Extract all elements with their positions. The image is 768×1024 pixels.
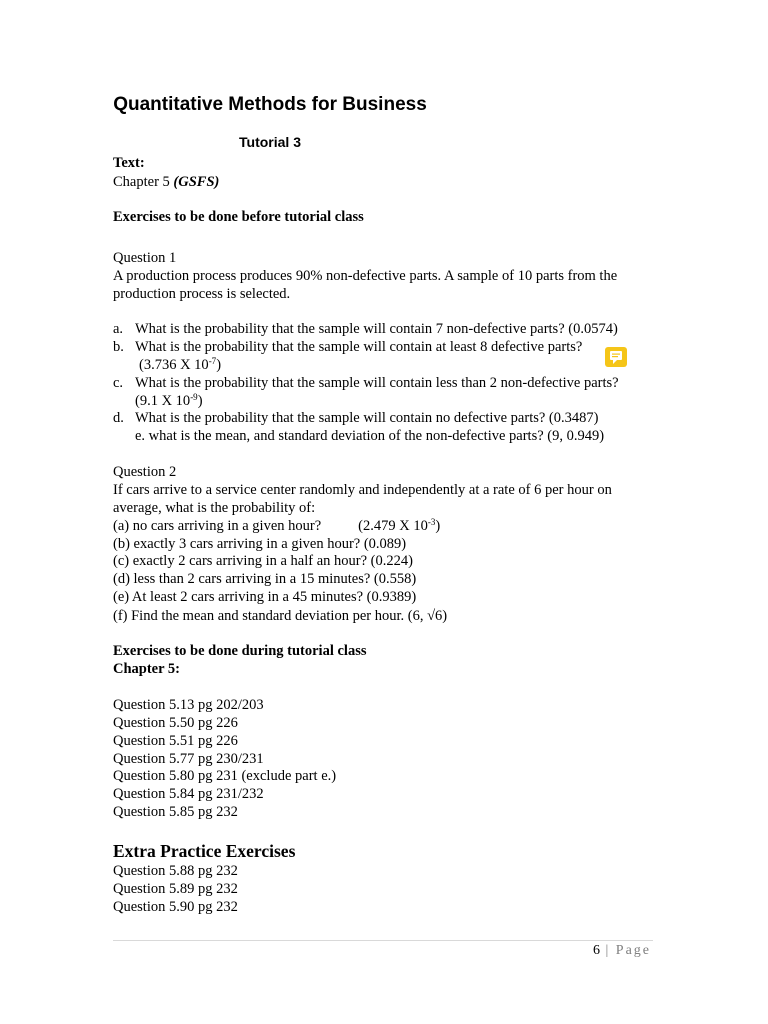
page-number: 6 (592, 943, 600, 958)
extra-question: Question 5.88 pg 232 (113, 863, 238, 879)
comment-icon[interactable] (605, 347, 627, 367)
q2-title: Question 2 (113, 464, 177, 480)
chapter-prefix: Chapter 5 (113, 174, 174, 190)
q1-item-d-text: What is the probability that the sample will contain no defective parts? (0.3487) (135, 410, 599, 426)
q1-item-c-text: What is the probability that the sample will contain less than 2 non-defective parts? (135, 375, 619, 391)
page-separator: | (599, 943, 616, 958)
q1-item-c-answer: (9.1 X $10^{-9}$) (135, 392, 203, 409)
q2-body-line1: If cars arrive to a service center randomly and independently at a rate of 6 per hour on (113, 482, 612, 498)
q2-item-d: (d) less than 2 cars arriving in a 15 minutes? (0.558) (113, 571, 417, 587)
q1-item-b-answer: (3.736 X $10^{-7}$) (139, 356, 222, 373)
q1-body-line2: production process is selected. (113, 286, 291, 302)
q2-item-a: (a) no cars arriving in a given hour? (2.479 X $10^{-3}$) (113, 517, 441, 534)
extra-question: Question 5.90 pg 232 (113, 899, 238, 915)
text-heading: Text: (113, 155, 145, 171)
q1-item-a-label: a. (113, 321, 124, 337)
q2-body-line2: average, what is the probability of: (113, 500, 316, 516)
q2-item-b: (b) exactly 3 cars arriving in a given hour? (0.089) (113, 536, 407, 552)
document-subtitle: Tutorial 3 (239, 134, 301, 150)
during-question: Question 5.77 pg 230/231 (113, 751, 264, 767)
extra-question: Question 5.89 pg 232 (113, 881, 238, 897)
q1-item-a-text: What is the probability that the sample will contain 7 non-defective parts? (0.0574) (135, 321, 618, 337)
document-title: Quantitative Methods for Business (113, 94, 427, 115)
q1-title: Question 1 (113, 250, 177, 266)
q1-item-b-text: What is the probability that the sample will contain at least 8 defective parts? (135, 339, 583, 355)
during-question: Question 5.84 pg 231/232 (113, 786, 264, 802)
q1-item-e: e. what is the mean, and standard deviation of the non-defective parts? (9, 0.949) (135, 428, 605, 444)
q2-item-e: (e) At least 2 cars arriving in a 45 minutes? (0.9389) (113, 589, 417, 605)
page-word: Page (615, 943, 651, 958)
during-question: Question 5.13 pg 202/203 (113, 697, 264, 713)
chapter-source: (GSFS) (173, 174, 220, 190)
during-question: Question 5.80 pg 231 (exclude part e.) (113, 768, 337, 784)
q1-item-c-label: c. (113, 375, 124, 391)
q1-item-d-label: d. (113, 410, 124, 426)
q2-item-f: (f) Find the mean and standard deviation per hour. (6, √6) (113, 608, 448, 624)
during-question: Question 5.50 pg 226 (113, 715, 238, 731)
q1-body-line1: A production process produces 90% non-defective parts. A sample of 10 parts from the (113, 268, 618, 284)
during-heading: Exercises to be done during tutorial class (113, 643, 367, 659)
page-footer (593, 943, 651, 959)
during-chapter: Chapter 5: (113, 661, 180, 677)
q1-item-b-label: b. (113, 339, 124, 355)
before-heading: Exercises to be done before tutorial class (113, 209, 364, 225)
during-question: Question 5.51 pg 226 (113, 733, 238, 749)
chapter-line (113, 173, 219, 191)
during-question: Question 5.85 pg 232 (113, 804, 238, 820)
q2-item-c: (c) exactly 2 cars arriving in a half an hour? (0.224) (113, 553, 413, 569)
extra-heading: Extra Practice Exercises (113, 841, 296, 861)
footer-divider (113, 940, 653, 941)
